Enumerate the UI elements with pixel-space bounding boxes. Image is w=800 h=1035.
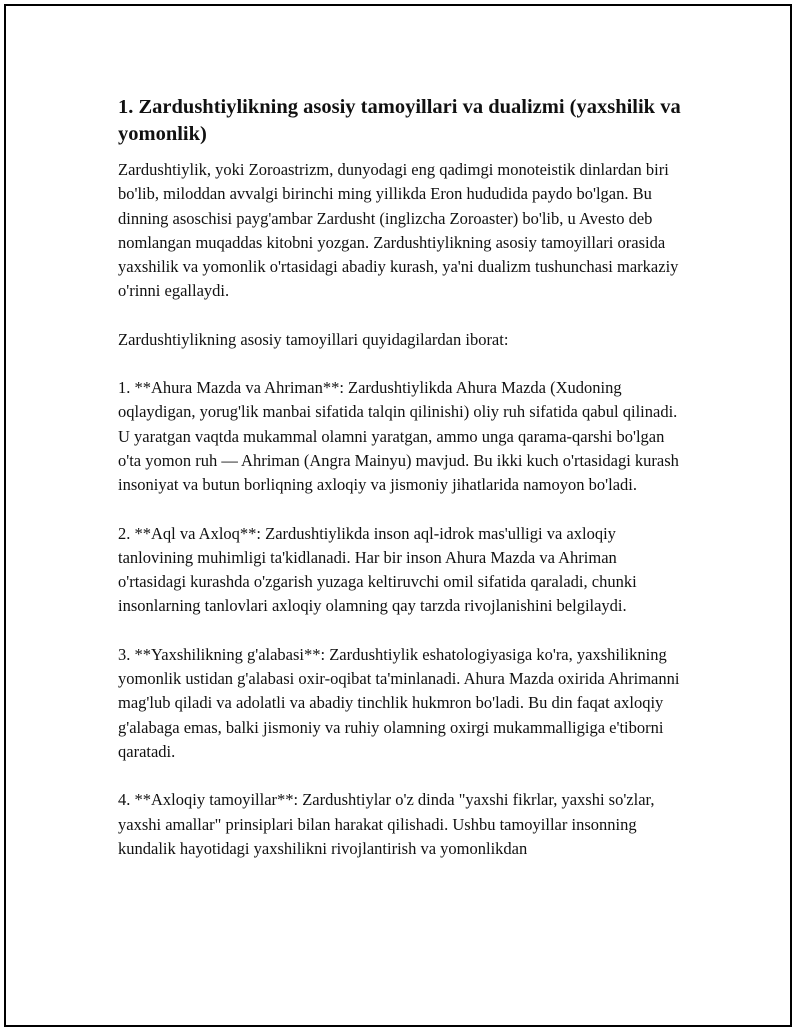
principles-lead-paragraph: Zardushtiylikning asosiy tamoyillari quyidagilardan iborat:: [118, 329, 509, 349]
principle-1-paragraph: 1. **Ahura Mazda va Ahriman**: Zardushtiylikda Ahura Mazda (Xudoning oqlaydigan, yorug'lik manbai sifatida talqin qilinishi) oliy ruh sifatida qabul qilinadi. U yaratgan vaqtda mukammal olamni yaratgan, ammo unga qarama-qarshi bo'lgan o'ta yomon ruh — Ahriman (Angra Mainyu) mavjud. Bu ikki kuch o'rtasidagi kurash insoniyat va butun borliqning axloqiy va jismoniy jihatlarida namoyon bo'ladi.: [118, 378, 679, 495]
intro-paragraph: Zardushtiylik, yoki Zoroastrizm, dunyodagi eng qadimgi monoteistik dinlardan biri bo'lib, miloddan avvalgi birinchi ming yillikda Eron hududida paydo bo'lgan. Bu dinning asoschisi payg'ambar Zardusht (inglizcha Zoroaster) bo'lib, u Avesto deb nomlangan muqaddas kitobni yozgan. Zardushtiylikning asosiy tamoyillari orasida yaxshilik va yomonlik o'rtasidagi abadiy kurash, ya'ni dualizm tushunchasi markaziy o'rinni egallaydi.: [118, 160, 679, 301]
principle-3-paragraph: 3. **Yaxshilikning g'alabasi**: Zardushtiylik eshatologiyasiga ko'ra, yaxshilikning yomonlik ustidan g'alabasi oxir-oqibat ta'minlanadi. Ahura Mazda oxirida Ahrimanni mag'lub qiladi va adolatli va abadiy tinchlik hukmron bo'ladi. Bu din faqat axloqiy g'alabaga emas, balki jismoniy va ruhiy olamning oxirgi mukammalligiga e'tiborni qaratadi.: [118, 644, 680, 761]
principle-4-paragraph: 4. **Axloqiy tamoyillar**: Zardushtiylar o'z dinda "yaxshi fikrlar, yaxshi so'zlar, yaxshi amallar" prinsiplari bilan harakat qilishadi. Ushbu tamoyillar insonning kundalik hayotidagi yaxshilikni rivojlantirish va yomonlikdan: [118, 790, 655, 858]
document-body: [118, 94, 684, 885]
principle-2-paragraph: 2. **Aql va Axloq**: Zardushtiylikda inson aql-idrok mas'ulligi va axloqiy tanlovining muhimligi ta'kidlanadi. Har bir inson Ahura Mazda va Ahriman o'rtasidagi kurashda o'zgarish yuzaga keltiruvchi omil sifatida qaraladi, chunki insonlarning tanlovlari axloqiy olamning qay tarzda rivojlanishini belgilaydi.: [118, 523, 637, 616]
section-heading: 1. Zardushtiylikning asosiy tamoyillari va dualizmi (yaxshilik va yomonlik): [118, 96, 681, 145]
